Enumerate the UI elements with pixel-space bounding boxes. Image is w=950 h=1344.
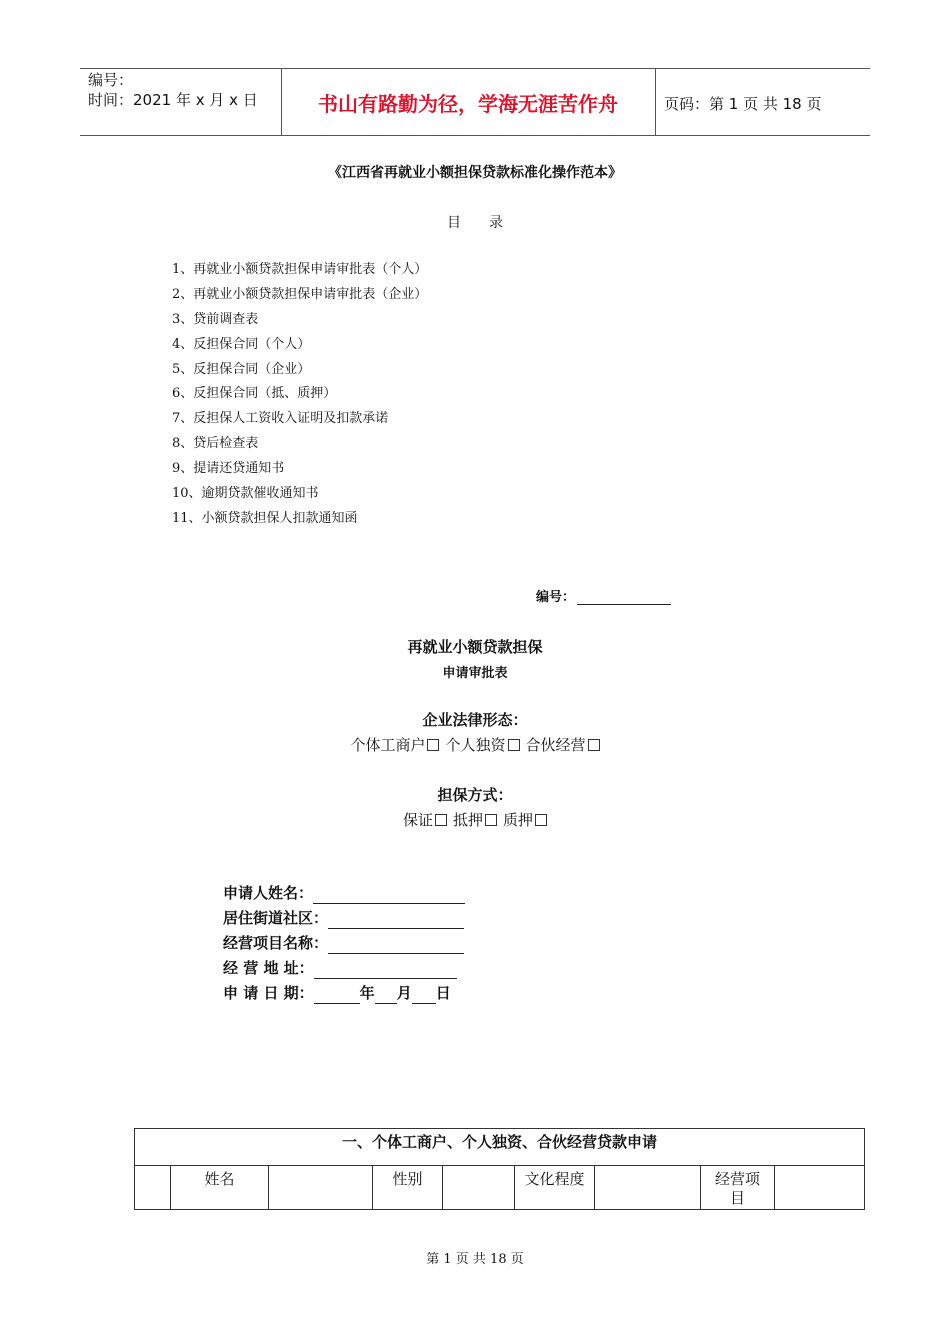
checkbox[interactable]	[588, 739, 600, 751]
option-0[interactable]	[403, 809, 447, 830]
date-label: 申 请 日 期：	[223, 984, 314, 1002]
option-2[interactable]	[526, 734, 600, 755]
header-meta	[88, 70, 258, 110]
table-cell[interactable]	[775, 1166, 866, 1210]
applicant-name-label: 申请人姓名：	[223, 884, 314, 902]
table-cell: 性别	[373, 1166, 443, 1210]
toc-item[interactable]: 5、反担保合同（企业）	[172, 361, 311, 377]
option-label: 质押	[503, 811, 534, 829]
toc-item[interactable]: 3、贷前调查表	[172, 311, 259, 327]
header-time: 时间：2021 年 x 月 x 日	[88, 91, 258, 109]
toc-item[interactable]: 9、提请还贷通知书	[172, 461, 285, 477]
header-divider	[655, 69, 656, 136]
address-field	[223, 957, 457, 979]
day-label: 日	[435, 984, 451, 1002]
option-1[interactable]	[453, 809, 497, 830]
option-label: 个人独资	[445, 736, 506, 754]
address-blank[interactable]	[314, 962, 457, 979]
project-name-field	[223, 932, 464, 954]
option-label: 合伙经营	[525, 736, 586, 754]
guarantee-label: 担保方式：	[437, 786, 513, 804]
table-cell[interactable]	[443, 1166, 515, 1210]
table-cell: 经营项 目	[701, 1166, 775, 1210]
toc-item[interactable]: 2、再就业小额贷款担保申请审批表（企业）	[172, 286, 428, 302]
form-title: 再就业小额贷款担保	[407, 638, 543, 656]
year-label: 年	[359, 984, 375, 1002]
form-serial-label: 编号：	[536, 590, 576, 605]
option-label: 抵押	[452, 811, 483, 829]
project-name-label: 经营项目名称：	[223, 934, 329, 952]
checkbox[interactable]	[435, 814, 447, 826]
applicant-name-blank[interactable]	[313, 887, 465, 904]
table-cell: 姓名	[171, 1166, 269, 1210]
day-blank[interactable]	[412, 987, 436, 1004]
option-2[interactable]	[503, 809, 547, 830]
table-title: 一、个体工商户、个人独资、合伙经营贷款申请	[135, 1129, 864, 1166]
header-page-info: 页码：第 1 页 共 18 页	[664, 95, 822, 113]
option-0[interactable]	[350, 734, 439, 755]
checkbox[interactable]	[508, 739, 520, 751]
toc-item[interactable]: 7、反担保人工资收入证明及扣款承诺	[172, 411, 389, 427]
header-serial: 编号：	[88, 71, 134, 89]
table-cell[interactable]	[595, 1166, 701, 1210]
toc-item[interactable]: 4、反担保合同（个人）	[172, 336, 311, 352]
toc-item[interactable]: 1、再就业小额贷款担保申请审批表（个人）	[172, 262, 428, 277]
page-footer: 第 1 页 共 18 页	[426, 1252, 524, 1267]
legal-form-label: 企业法律形态：	[422, 711, 528, 729]
checkbox[interactable]	[485, 814, 497, 826]
checkbox[interactable]	[535, 814, 547, 826]
option-1[interactable]	[445, 734, 519, 755]
table-cell[interactable]	[135, 1166, 171, 1210]
applicant-name-field	[223, 882, 465, 904]
form-subtitle: 申请审批表	[442, 666, 508, 681]
community-label: 居住街道社区：	[223, 909, 329, 927]
application-table	[134, 1128, 865, 1210]
document-title: 《江西省再就业小额担保贷款标准化操作范本》	[328, 165, 622, 181]
toc-item[interactable]: 6、反担保合同（抵、质押）	[172, 386, 337, 402]
toc-item[interactable]: 11、小额贷款担保人扣款通知函	[172, 510, 358, 526]
toc-list	[172, 262, 427, 536]
legal-form-options	[0, 734, 950, 755]
header-top-rule	[80, 68, 870, 69]
toc-title: 目录	[447, 215, 531, 231]
table-cell[interactable]	[269, 1166, 373, 1210]
header-bottom-rule	[80, 135, 870, 136]
project-name-blank[interactable]	[328, 937, 464, 954]
form-serial-blank[interactable]	[577, 591, 671, 605]
checkbox[interactable]	[427, 739, 439, 751]
option-label: 个体工商户	[350, 736, 426, 754]
guarantee-options	[0, 809, 950, 830]
toc-item[interactable]: 10、逾期贷款催收通知书	[172, 486, 319, 502]
month-blank[interactable]	[375, 987, 397, 1004]
header-motto: 书山有路勤为径，学海无涯苦作舟	[318, 92, 618, 116]
option-label: 保证	[402, 811, 433, 829]
form-serial	[536, 586, 671, 605]
month-label: 月	[396, 984, 412, 1002]
community-blank[interactable]	[328, 912, 464, 929]
toc-item[interactable]: 8、贷后检查表	[172, 436, 259, 452]
table-cell: 文化程度	[515, 1166, 595, 1210]
date-field	[223, 982, 451, 1004]
community-field	[223, 907, 464, 929]
year-blank[interactable]	[314, 987, 360, 1004]
address-label: 经 营 地 址：	[223, 959, 314, 977]
